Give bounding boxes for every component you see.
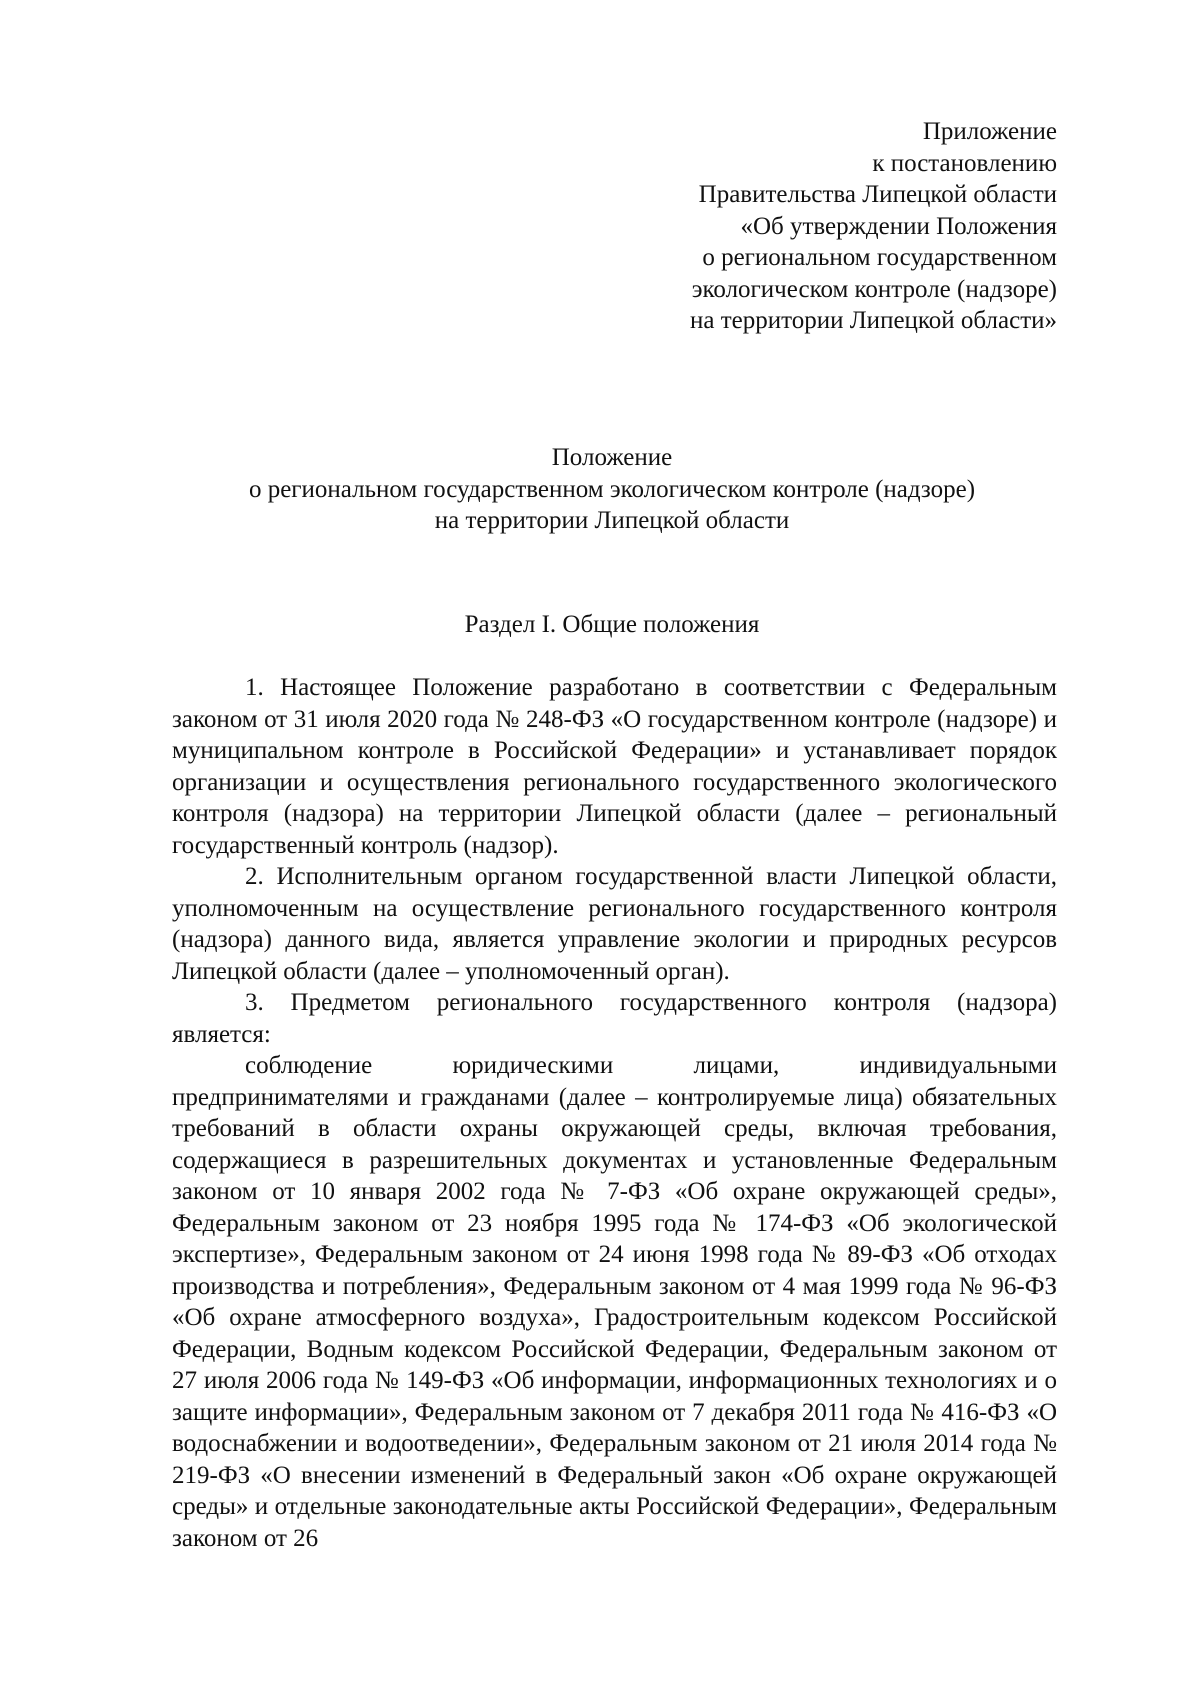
paragraph-2: 2. Исполнительным органом государственной власти Липецкой области, уполномоченным на осуществление регионального государственного контроля (надзора) данного вида, является управление экологии и природных ресурсов Липецкой области (далее – уполномоченный орган). xyxy=(172,863,1057,985)
appendix-line: Правительства Липецкой области xyxy=(698,181,1057,208)
appendix-line: экологическом контроле (надзоре) xyxy=(691,275,1057,303)
paragraph-3: 3. Предметом регионального государственного контроля (надзора) является: xyxy=(172,989,1057,1048)
appendix-header xyxy=(497,116,1057,337)
title-line: о региональном государственном экологическом контроле (надзоре) xyxy=(248,475,976,503)
appendix-line: «Об утверждении Положения xyxy=(740,212,1057,240)
title-line: Положение xyxy=(551,444,673,471)
appendix-line: Приложение xyxy=(922,118,1057,145)
paragraph-3-subject: соблюдение юридическими лицами, индивидуальными предпринимателями и гражданами (далее – контролируемые лица) обязательных требований в области охраны окружающей среды, включая требования, содержащиеся в разрешительных документах и установленные Федеральным законом от 10 января 2002 года № 7-ФЗ «Об охране окружающей среды», Федеральным законом от 23 ноября 1995 года № 174-ФЗ «Об экологической экспертизе», Федеральным законом от 24 июня 1998 года № 89-ФЗ «Об отходах производства и потребления», Федеральным законом от 4 мая 1999 года № 96-ФЗ «Об охране атмосферного воздуха», Градостроительным кодексом Российской Федерации, Водным кодексом Российской Федерации, Федеральным законом от 27 июля 2006 года № 149-ФЗ «Об информации, информационных технологиях и о защите информации», Федеральным законом от 7 декабря 2011 года № 416-ФЗ «О водоснабжении и водоотведении», Федеральным законом от 21 июля 2014 года № 219-ФЗ «О внесении изменений в Федеральный закон «Об охране окружающей среды» и отдельные законодательные акты Российской Федерации», Федеральным законом от 26 xyxy=(172,1052,1057,1552)
appendix-line: к постановлению xyxy=(872,149,1057,177)
paragraph-1: 1. Настоящее Положение разработано в соответствии с Федеральным законом от 31 июля 2020 года № 248-ФЗ «О государственном контроле (надзоре) и муниципальном контроле в Российской Федерации» и устанавливает порядок организации и осуществления регионального государственного экологического контроля (надзора) на территории Липецкой области (далее – региональный государственный контроль (надзор). xyxy=(172,674,1057,859)
document-title xyxy=(12,442,1200,537)
section-heading: Раздел I. Общие положения xyxy=(464,611,760,638)
appendix-line: на территории Липецкой области» xyxy=(690,307,1057,334)
title-line: на территории Липецкой области xyxy=(434,507,790,534)
appendix-line: о региональном государственном xyxy=(702,244,1057,271)
document-body xyxy=(172,672,1057,1554)
